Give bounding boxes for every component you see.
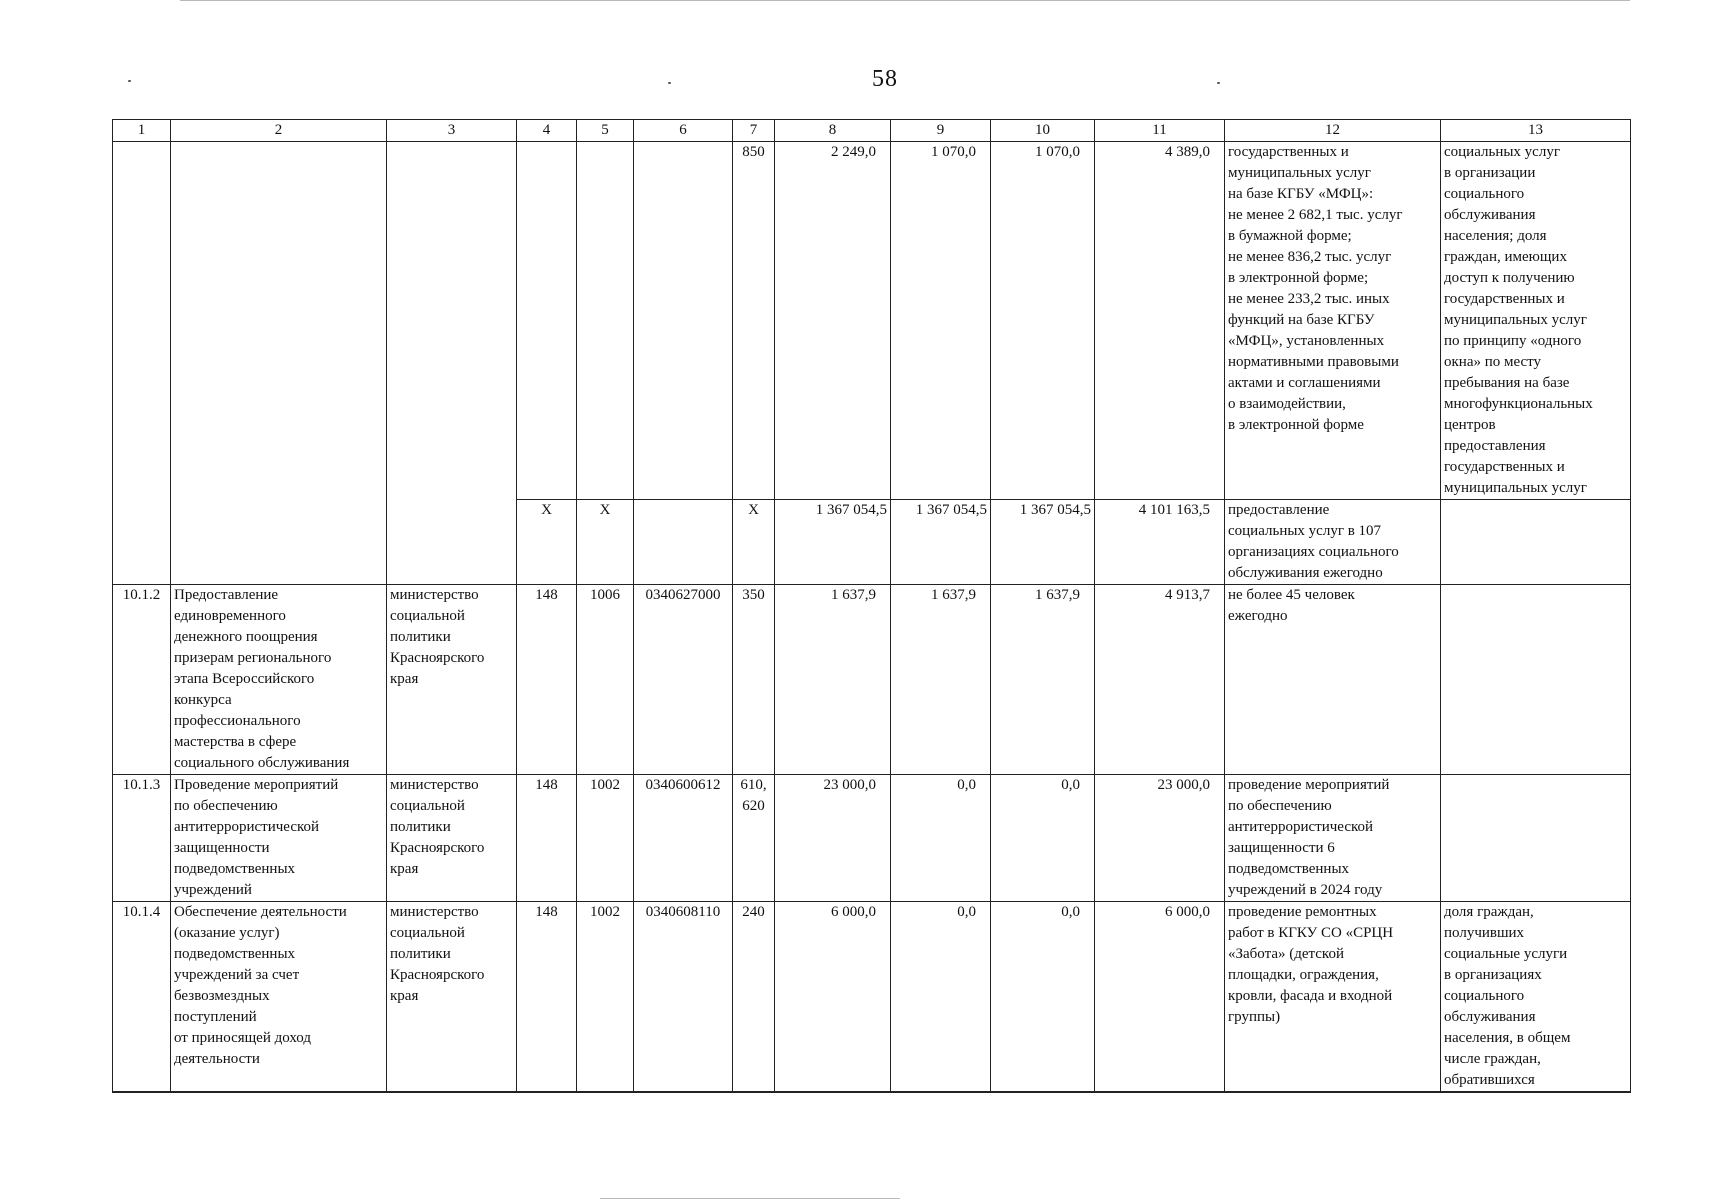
- cell-indicator: [1441, 775, 1631, 902]
- cell-measure: Проведение мероприятий по обеспечению антитеррористической защищенности подведомственных учреждений: [171, 775, 387, 902]
- cell-indicator: социальных услуг в организации социального обслуживания населения; доля граждан, имеющих доступ к получению государственных и муниципальных услуг по принципу «одного окна» по месту пребывания на базе многофункциональных центров предоставления государственных и муниципальных услуг: [1441, 142, 1631, 500]
- column-header: 12: [1225, 120, 1441, 142]
- cell-grbs: 148: [517, 902, 577, 1093]
- cell-amount-total: 4 913,7: [1095, 585, 1225, 775]
- table-row: [113, 585, 1631, 775]
- cell-amount-year2: 0,0: [891, 775, 991, 902]
- cell-amount-year3: 0,0: [991, 775, 1095, 902]
- cell-measure: Предоставление единовременного денежного поощрения призерам регионального этапа Всероссийского конкурса профессионального мастерства в сфере социального обслуживания: [171, 585, 387, 775]
- cell-grbs: Х: [517, 500, 577, 585]
- cell-amount-total: 23 000,0: [1095, 775, 1225, 902]
- cell-expected-result: государственных и муниципальных услуг на базе КГБУ «МФЦ»: не менее 2 682,1 тыс. услуг в бумажной форме; не менее 836,2 тыс. услуг в электронной форме; не менее 233,2 тыс. иных функций на базе КГБУ «МФЦ», установленных нормативными правовыми актами и соглашениями о взаимодействии, в электронной форме: [1225, 142, 1441, 500]
- cell-amount-year2: 0,0: [891, 902, 991, 1093]
- cell-expected-result: не более 45 человек ежегодно: [1225, 585, 1441, 775]
- cell-indicator: [1441, 585, 1631, 775]
- cell-expected-result: предоставление социальных услуг в 107 организациях социального обслуживания ежегодно: [1225, 500, 1441, 585]
- table-row: [113, 775, 1631, 902]
- cell-csr: [634, 500, 733, 585]
- cell-grbs: [517, 142, 577, 500]
- column-header: 4: [517, 120, 577, 142]
- cell-amount-year1: 2 249,0: [775, 142, 891, 500]
- cell-vr: 610, 620: [733, 775, 775, 902]
- cell-rzpr: 1002: [577, 902, 634, 1093]
- cell-amount-total: 6 000,0: [1095, 902, 1225, 1093]
- column-header: 5: [577, 120, 634, 142]
- cell-number: 10.1.4: [113, 902, 171, 1093]
- cell-amount-year1: 1 367 054,5: [775, 500, 891, 585]
- cell-rzpr: [577, 142, 634, 500]
- cell-amount-total: 4 389,0: [1095, 142, 1225, 500]
- cell-amount-year3: 0,0: [991, 902, 1095, 1093]
- program-measures-table: [112, 119, 1631, 1093]
- cell-measure: Обеспечение деятельности (оказание услуг) подведомственных учреждений за счет безвозмездных поступлений от приносящей доход деятельности: [171, 902, 387, 1093]
- cell-number: 10.1.3: [113, 775, 171, 902]
- cell-csr: [634, 142, 733, 500]
- cell-vr: 850: [733, 142, 775, 500]
- table-row: [113, 902, 1631, 1093]
- scan-edge-top: [180, 0, 1630, 1]
- cell-grbs: 148: [517, 585, 577, 775]
- cell-amount-year1: 6 000,0: [775, 902, 891, 1093]
- cell-vr: 240: [733, 902, 775, 1093]
- cell-indicator: доля граждан, получивших социальные услуги в организациях социального обслуживания населения, в общем числе граждан, обратившихся: [1441, 902, 1631, 1093]
- cell-csr: 0340608110: [634, 902, 733, 1093]
- column-header: 3: [387, 120, 517, 142]
- column-header: 11: [1095, 120, 1225, 142]
- cell-executor: министерство социальной политики Красноярского края: [387, 585, 517, 775]
- cell-amount-year3: 1 637,9: [991, 585, 1095, 775]
- cell-measure: [171, 142, 387, 585]
- cell-amount-year2: 1 070,0: [891, 142, 991, 500]
- cell-indicator: [1441, 500, 1631, 585]
- cell-amount-year2: 1 637,9: [891, 585, 991, 775]
- cell-amount-year3: 1 070,0: [991, 142, 1095, 500]
- column-header: 13: [1441, 120, 1631, 142]
- cell-amount-year2: 1 367 054,5: [891, 500, 991, 585]
- scan-edge-bottom: [600, 1198, 900, 1199]
- cell-amount-total: 4 101 163,5: [1095, 500, 1225, 585]
- column-header: 10: [991, 120, 1095, 142]
- header-row: [113, 120, 1631, 142]
- cell-amount-year1: 23 000,0: [775, 775, 891, 902]
- column-header: 1: [113, 120, 171, 142]
- cell-amount-year1: 1 637,9: [775, 585, 891, 775]
- cell-vr: Х: [733, 500, 775, 585]
- cell-rzpr: 1002: [577, 775, 634, 902]
- page-number: 58: [872, 66, 898, 92]
- cell-executor: министерство социальной политики Красноярского края: [387, 775, 517, 902]
- cell-amount-year3: 1 367 054,5: [991, 500, 1095, 585]
- column-header: 9: [891, 120, 991, 142]
- table-row-continued: [113, 142, 1631, 500]
- column-header: 8: [775, 120, 891, 142]
- cell-csr: 0340600612: [634, 775, 733, 902]
- cell-rzpr: Х: [577, 500, 634, 585]
- column-header: 7: [733, 120, 775, 142]
- cell-number: [113, 142, 171, 585]
- cell-executor: министерство социальной политики Красноярского края: [387, 902, 517, 1093]
- column-header: 2: [171, 120, 387, 142]
- cell-grbs: 148: [517, 775, 577, 902]
- cell-rzpr: 1006: [577, 585, 634, 775]
- cell-number: 10.1.2: [113, 585, 171, 775]
- cell-expected-result: проведение мероприятий по обеспечению антитеррористической защищенности 6 подведомственных учреждений в 2024 году: [1225, 775, 1441, 902]
- cell-vr: 350: [733, 585, 775, 775]
- column-header: 6: [634, 120, 733, 142]
- cell-expected-result: проведение ремонтных работ в КГКУ СО «СРЦН «Забота» (детской площадки, ограждения, кровли, фасада и входной группы): [1225, 902, 1441, 1093]
- cell-executor: [387, 142, 517, 585]
- cell-csr: 0340627000: [634, 585, 733, 775]
